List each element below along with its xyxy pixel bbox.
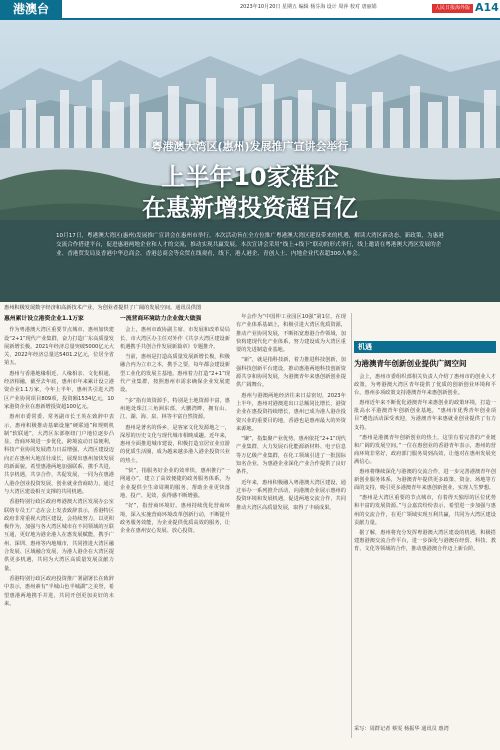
paragraph: 年会作为“中国仲工业园区10强”第1位，在现有产业体系基础上，积极引进大湾区优质资源，推动产业协同发展，不断拓宽惠港合作领域，加快构建现代化产业体系，努力建设成为大湾区重要的先进制造业基地。 xyxy=(236,314,346,354)
hero-photo xyxy=(0,20,500,302)
editorial-title: 为港澳青年创新创业提供广阔空间 xyxy=(354,359,467,368)
paragraph: 会上，惠州市政协副主席、市发展和改革局局长、市大湾区办主任对外作《共享大湾区建设新机遇携手共创合作发展新篇章》专题推介。 xyxy=(120,327,230,350)
article-column-2 xyxy=(120,313,230,738)
paragraph: 作为粤港澳大湾区重要节点城市，惠州加快建设“2+1”现代产业集群，奋力打造广东高质量发展新增长极。2021年经济总量突破5000亿元大关，2022年经济总量达5401.2亿元，位居全省第五。 xyxy=(4,327,114,367)
paragraph: “惠州是大湾区重要的节点城市，有着得天独厚的区位优势和丰富的发展资源。”与会嘉宾纷纷表示，希望进一步加强与惠州的交流合作，在更广领域实现互利共赢，共同为大湾区建设贡献力量。 xyxy=(354,495,496,526)
page-header xyxy=(0,0,500,20)
paragraph: “惠州是港澳青年创新创业的热土，这里有着完善的产业链和广阔的发展空间。”一位在惠创业的香港青年表示，惠州的营商环境非常好，政府部门服务周到高效，让他对在惠州发展充满信心。 xyxy=(354,434,496,465)
paragraph: 惠州与香港地缘相近、人缘相亲、文化相通，经济相融，截至去年底，惠州市年来累计设立港资企业1.1万家，今年上半年，惠州共引进大湾区产业协同项目809项，投资额1534亿元，10家港资企业在惠新增投资超100亿元。 xyxy=(4,370,114,410)
paragraph: “好”，指营商环境好。惠州持续优化营商环境，深入实施营商环境改革创新行动，不断提升政务服务效能，为企业提供优质高效的服务，让企业在惠州安心发展、放心投资。 xyxy=(120,503,230,535)
editorial-column xyxy=(354,313,496,743)
paragraph: “聚”，指集聚产业优势。惠州依托“2+1”现代产业集群，大力发展石化能源新材料、电子信息等万亿级产业集群，在化工领域引进了一批国际知名企业，为惠港企业深化产业合作提供了良好条件。 xyxy=(236,436,346,476)
section-tag: 港澳台 xyxy=(0,0,62,18)
editor-badge: 人民日报海外版 xyxy=(432,4,473,13)
paragraph: 会上，惠州市委组织部相关负责人介绍了惠州市的创业人才政策，为粤港澳大湾区青年提供了优质的创新创业环境和平台，惠州多项政策支持港澳青年来惠创新创业。 xyxy=(354,374,496,397)
paragraph: 惠州与港澳两地经济往来日益密切，2023年上半年，惠州对港澳进出口总额同比增长，港资企业在惠投资持续增长，惠州已成为港人港企投资兴业的重要目的地，香港也是惠州最大的外资来源地。 xyxy=(236,392,346,432)
paragraph: 香港特别行政区政府粤港澳大湾区发展办公室联络专员王广志在会上发表致辞表示，香港特区政府非常重视大湾区建设，会持续努力，以更积极作为，加强与各大湾区城市在不同领域的互联互通，更好地为港企港人在惠发展赋能，携手广州、深圳、惠州等内地城市，共同推进大湾区融合发展、区域融合发展，为港人港企在大湾区提供更多机遇，共同为大湾区高质量发展贡献力量。 xyxy=(4,499,114,572)
header-info: 2023年10月20日 星期五 编辑 杨芬海 设计 周萍 校对 唐丽娟 xyxy=(240,4,377,10)
headline-line-2: 在惠新增投资超百亿 xyxy=(142,194,358,222)
column-divider xyxy=(351,313,352,738)
paragraph: “快”，指服务好企业的效率快，惠州推行“一网通办”，建立了高效便捷的政务服务体系，为企业提供全生命周期的服务，帮助企业更快落地、投产、见效，获得感不断增强。 xyxy=(120,468,230,499)
page-number: A14 xyxy=(475,1,499,14)
paragraph: 香港特别行政区政府投资推广署副署长在致辞中表示，惠州素有“半城山色半城湖”之美誉，希望惠港两地携手并进，共同开创更加美好的未来。 xyxy=(4,575,114,607)
paragraph: 据了解，惠州将充分发挥粤港澳大湾区建设的机遇，积极搭建惠港澳交流合作平台，进一步深化与港澳在经贸、科技、教育、文化等领域的合作，推动惠港澳合作迈上新台阶。 xyxy=(354,529,496,552)
paragraph: 近年来，惠州积极融入粤港澳大湾区建设，通过举办一系列推介活动，向港澳企业展示惠州的投资环境和发展机遇，促进两地交流合作，共同推动大湾区高质量发展，取得了丰硕成果。 xyxy=(236,479,346,511)
photo-caption: 惠州积极发展数字经济和高新技术产业，为创业者提供了广阔的发展空间。通讯员供图 xyxy=(4,305,202,311)
editorial-section-label: 机遇 xyxy=(354,341,496,353)
paragraph: 惠州将继续深化与港澳的交流合作，进一步完善港澳青年创新创业服务体系，为港澳青年提供更多政策、资金、场地等方面的支持，吸引更多港澳青年来惠创新创业，实现人生梦想。 xyxy=(354,469,496,492)
headline-line-1: 上半年10家港企 xyxy=(161,163,339,191)
editorial-body xyxy=(354,373,496,718)
column-2-heading: 一流营商环境助力企业做大做强 xyxy=(120,316,202,322)
hero-lead-paragraph: 10月17日，粤港澳大湾区(惠州)发展推广宣讲会在惠州市举行。本次活动旨在全方位推广粤港澳大湾区建设带来的机遇，解读大湾区新动态、新政策，为惠港交流合作搭建平台，促进惠港两地企业和人才的交流，推动实现共赢发展。本次宣讲会采用“线上+线下”联动的形式举行，线上邀请在粤港澳大湾区发展的企业、香港贸发局及香港中华总商会、香港总商会等众贸在线观看，线下，港人港企、青创人士、内地企业代表超300人参会。 xyxy=(56,233,444,257)
article-column-1 xyxy=(4,313,114,738)
article-column-3 xyxy=(236,313,346,738)
hero-subtitle: 粤港澳大湾区(惠州)发展推广宣讲会举行 xyxy=(151,140,349,153)
paragraph: 惠州市委常委、常务副市长王英在致辞中表示，惠州积极推动基础设施“硬联通”和规则机制“软联通”，大湾区东部枢纽门户地位逐步凸显，营商环境进一步优化，跨境流动日益便利，科技产业协同发展潜力日益增强，大湾区建设迈向正在惠州大地茁壮成长，展现出惠州加快发展的新面貌。希望惠港两地加强联系，携手共进，共享机遇，共享合作，共促发展，一同为在惠港人港企创业投资发展，创业就业营商助力，通过与大湾区建设相互支撑的共同机遇。 xyxy=(4,414,114,495)
editorial-credit: 采写：周群记者 蔡雯 杨振华 通讯员 惠湾 xyxy=(354,726,449,732)
paragraph: 惠州近年来不断优化港澳青年来惠创业的政策环境，打造一批高水平港澳青年创新创业基地，“惠州市优秀青年创业项目”遴选活动深受欢迎，为港澳青年来惠就业创业提供了有力支持。 xyxy=(354,400,496,431)
column-1-heading: 惠州累计设立港资企业1.1万家 xyxy=(4,316,84,322)
paragraph: 惠州是著名的侨乡，是客家文化发源地之一，深厚的历史文化与现代城市相映成趣。近年来，惠州全面推进城市建设，积极打造宜居宜业宜游的优质生活圈，成为越来越多港人港企投资兴业的热土。 xyxy=(120,424,230,464)
paragraph: “新”，就是指科技新，着力推进科技创新，加强科技创新平台建设，推动惠港两地科技创新资源共享和协同发展，为港澳青年来惠创新创业提供广阔舞台。 xyxy=(236,357,346,389)
paragraph: 当前，惠州是打造高质量发展新增长极，积极融合内为立市之本，携手之要，每年都会建设新型工业化的发展主基地。惠州着力打造“2+1”现代产业集群，按照惠州市需求确保企业发展建设。 xyxy=(120,354,230,394)
paragraph: “多”指有效资源手，特别是土地资源丰富，惠州地处珠江三角洲东部，大鹏湾畔，拥有山、江、湖、海、泉、林等丰富自然资源。 xyxy=(120,397,230,421)
